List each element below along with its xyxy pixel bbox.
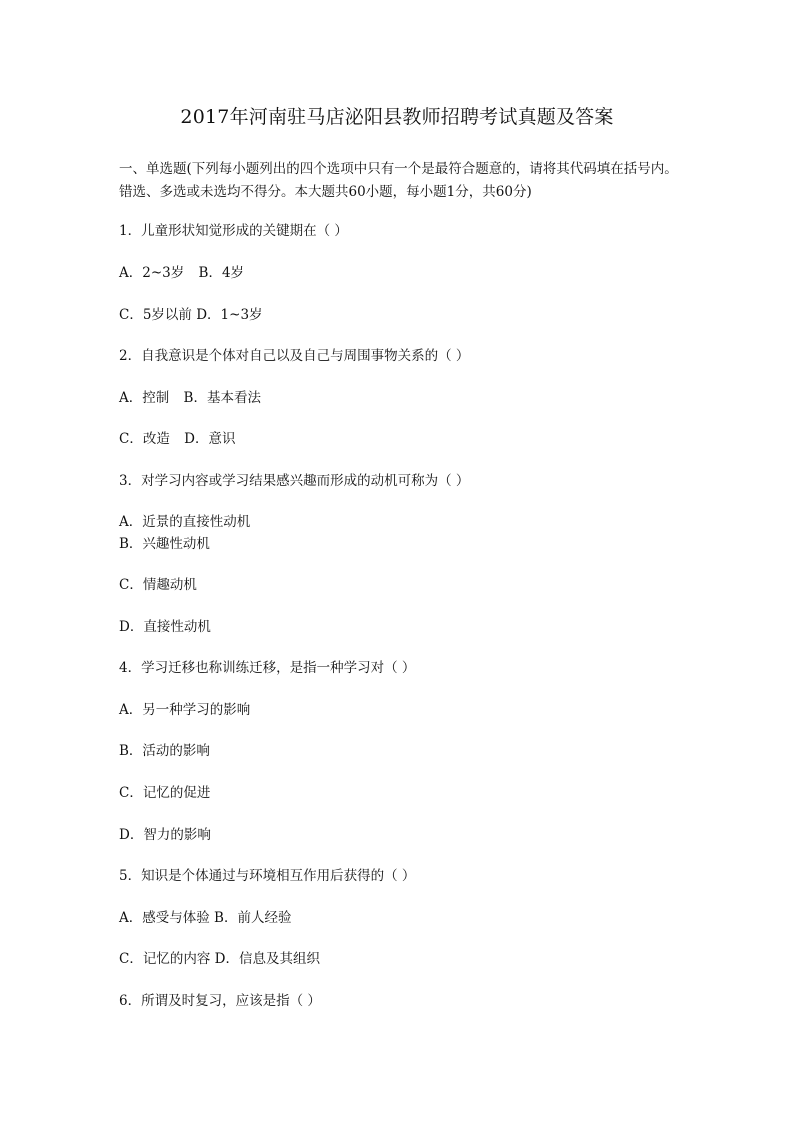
question-2-stem: 2．自我意识是个体对自己以及自己与周围事物关系的（ ） xyxy=(119,348,470,364)
section-instructions: 一、单选题(下列每小题列出的四个选项中只有一个是最符合题意的，请将其代码填在括号内。错选、多选或未选均不得分。本大题共60小题，每小题1分，共60分) xyxy=(119,161,678,200)
question-1-stem: 1．儿童形状知觉形成的关键期在（ ） xyxy=(119,223,348,239)
question-4-stem: 4．学习迁移也称训练迁移，是指一种学习对（ ） xyxy=(119,660,416,676)
question-4-option-c: C．记忆的促进 xyxy=(119,785,211,801)
document-title: 2017年河南驻马店泌阳县教师招聘考试真题及答案 xyxy=(180,106,614,128)
question-4-option-d: D．智力的影响 xyxy=(119,827,211,843)
question-1-options-line-1 xyxy=(119,263,699,283)
question-3-option-a: A．近景的直接性动机 xyxy=(119,514,251,530)
question-4-option-a: A．另一种学习的影响 xyxy=(119,702,251,718)
question-3-stem: 3．对学习内容或学习结果感兴趣而形成的动机可称为（ ） xyxy=(119,473,470,489)
question-2-options-line-2 xyxy=(119,429,699,449)
question-5-stem: 5．知识是个体通过与环境相互作用后获得的（ ） xyxy=(119,868,416,884)
question-3-option-b: B．兴趣性动机 xyxy=(119,536,210,552)
option-a: A．感受与体验 xyxy=(119,910,210,926)
option-d: D．1~3岁 xyxy=(196,307,263,323)
question-3-option-d: D．直接性动机 xyxy=(119,619,211,635)
question-5-options-line-2 xyxy=(119,949,699,969)
question-6-stem: 6．所谓及时复习，应该是指（ ） xyxy=(119,993,321,1009)
option-a: A．控制 xyxy=(119,390,170,406)
option-b: B．基本看法 xyxy=(183,390,261,406)
option-c: C．改造 xyxy=(119,431,170,447)
question-1-options-line-2 xyxy=(119,305,699,325)
option-a: A．2~3岁 xyxy=(119,265,185,281)
question-2-options-line-1 xyxy=(119,388,699,408)
option-d: D．信息及其组织 xyxy=(214,951,320,967)
option-b: B．前人经验 xyxy=(214,910,292,926)
option-c: C．记忆的内容 xyxy=(119,951,211,967)
question-5-options-line-1 xyxy=(119,908,699,928)
option-b: B．4岁 xyxy=(198,265,245,281)
option-c: C．5岁以前 xyxy=(119,307,192,323)
question-4-option-b: B．活动的影响 xyxy=(119,743,210,759)
option-d: D．意识 xyxy=(184,431,236,447)
question-3-option-c: C．情趣动机 xyxy=(119,577,197,593)
